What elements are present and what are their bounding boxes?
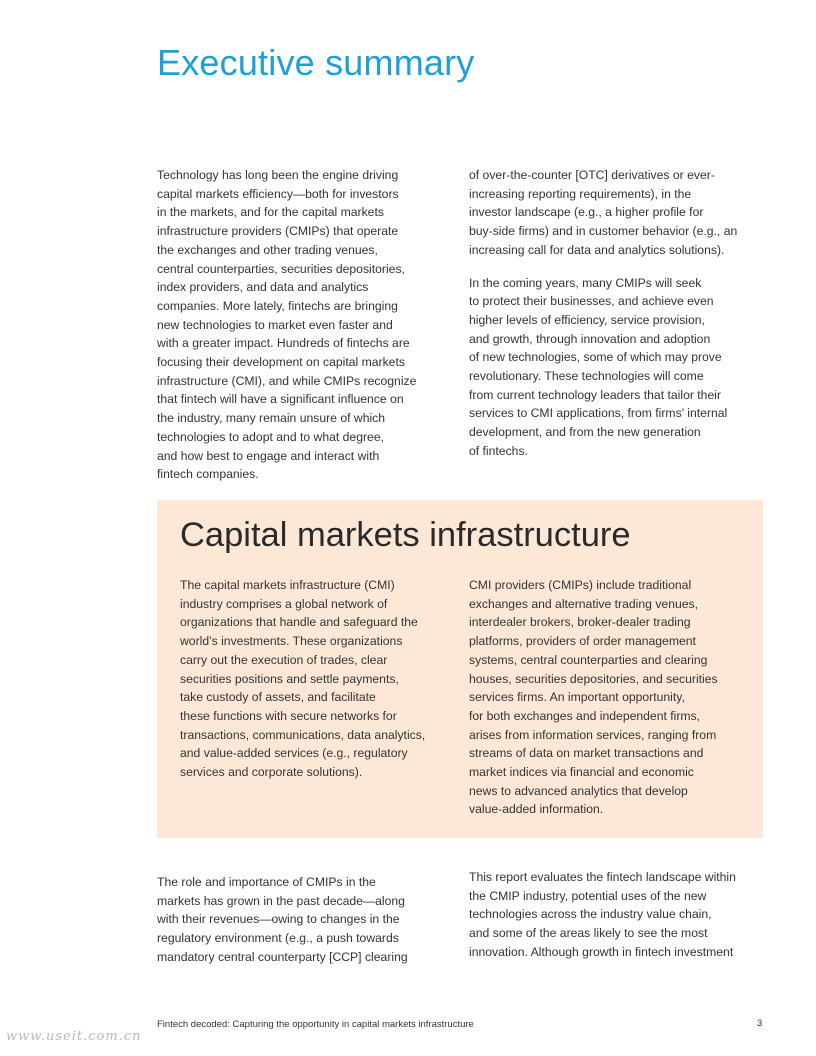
text-line: arises from information services, ranging from — [469, 727, 717, 742]
footer-title: Fintech decoded: Capturing the opportunity in capital markets infrastructure — [157, 1019, 474, 1030]
text-line: technologies across the industry value chain, — [469, 907, 712, 922]
text-line: exchanges and alternative trading venues, — [469, 596, 699, 611]
text-line: development, and from the new generation — [469, 425, 701, 440]
text-line: world’s investments. These organizations — [180, 634, 403, 649]
text-line: of fintechs. — [469, 443, 528, 458]
text-line: increasing call for data and analytics solutions). — [469, 242, 725, 257]
text-line: houses, securities depositories, and securities — [469, 671, 718, 686]
text-line: the industry, many remain unsure of which — [157, 411, 386, 426]
text-line: carry out the execution of trades, clear — [180, 652, 388, 667]
text-line: platforms, providers of order management — [469, 634, 696, 649]
text-line: and growth, through innovation and adoption — [469, 331, 711, 346]
text-line: take custody of assets, and facilitate — [180, 690, 376, 705]
text-line: systems, central counterparties and clearing — [469, 652, 708, 667]
text-line: streams of data on market transactions and — [469, 746, 704, 761]
text-line: organizations that handle and safeguard the — [180, 615, 418, 630]
text-line: focusing their development on capital markets — [157, 355, 405, 370]
text-line: investor landscape (e.g., a higher profile for — [469, 205, 704, 220]
text-line: for both exchanges and independent firms, — [469, 708, 701, 723]
intro-right-column — [469, 166, 769, 461]
text-line: the exchanges and other trading venues, — [157, 242, 378, 257]
text-line: of new technologies, some of which may prove — [469, 350, 722, 365]
text-line: services to CMI applications, from firms’ internal — [469, 406, 728, 421]
text-line: buy-side firms) and in customer behavior (e.g., an — [469, 224, 738, 239]
body-paragraph — [157, 873, 457, 967]
callout-paragraph — [180, 576, 480, 782]
bottom-left-column — [157, 873, 457, 967]
text-line: news to advanced analytics that develop — [469, 783, 688, 798]
text-line: these functions with secure networks for — [180, 708, 397, 723]
page-number: 3 — [757, 1018, 763, 1029]
callout-paragraph — [469, 576, 769, 819]
text-line: interdealer brokers, broker-dealer trading — [469, 615, 691, 630]
text-line: from current technology leaders that tailor their — [469, 387, 721, 402]
text-line: Technology has long been the engine driving — [157, 168, 399, 182]
text-line: services firms. An important opportunity, — [469, 690, 685, 705]
text-line: central counterparties, securities depositories, — [157, 261, 405, 276]
text-line: innovation. Although growth in fintech investment — [469, 944, 734, 959]
text-line: and value-added services (e.g., regulatory — [180, 746, 408, 761]
text-line: services and corporate solutions). — [180, 765, 363, 780]
text-line: This report evaluates the fintech landscape within — [469, 870, 736, 884]
text-line: fintech companies. — [157, 467, 259, 482]
text-line: infrastructure (CMI), and while CMIPs recognize — [157, 373, 417, 388]
text-line: index providers, and data and analytics — [157, 280, 369, 295]
text-line: market indices via financial and economic — [469, 765, 694, 780]
text-line: and some of the areas likely to see the most — [469, 926, 708, 941]
intro-paragraph — [157, 166, 457, 484]
page-title: Executive summary — [157, 42, 475, 83]
text-line: In the coming years, many CMIPs will seek — [469, 275, 702, 290]
text-line: and how best to engage and interact with — [157, 448, 380, 463]
text-line: in the markets, and for the capital markets — [157, 205, 384, 220]
text-line: with their revenues—owing to changes in the — [157, 912, 400, 927]
text-line: the CMIP industry, potential uses of the new — [469, 888, 707, 903]
text-line: revolutionary. These technologies will come — [469, 369, 704, 384]
body-paragraph — [469, 868, 769, 962]
text-line: value-added information. — [469, 802, 604, 817]
text-line: mandatory central counterparty [CCP] clearing — [157, 949, 408, 964]
text-line: transactions, communications, data analytics, — [180, 727, 426, 742]
callout-title: Capital markets infrastructure — [180, 516, 631, 554]
text-line: regulatory environment (e.g., a push towards — [157, 931, 399, 946]
text-line: higher levels of efficiency, service provision, — [469, 312, 705, 327]
text-line: new technologies to market even faster and — [157, 317, 393, 332]
callout-right-column — [469, 576, 769, 819]
text-line: industry comprises a global network of — [180, 596, 388, 611]
text-line: markets has grown in the past decade—along — [157, 893, 405, 908]
text-line: of over-the-counter [OTC] derivatives or ever- — [469, 168, 715, 182]
watermark-text: www.useit.com.cn — [6, 1029, 142, 1044]
text-line: that fintech will have a significant influence on — [157, 392, 404, 407]
intro-paragraph — [469, 166, 769, 260]
text-line: capital markets efficiency—both for investors — [157, 186, 399, 201]
intro-paragraph — [469, 274, 769, 461]
text-line: infrastructure providers (CMIPs) that operate — [157, 224, 399, 239]
text-line: CMI providers (CMIPs) include traditional — [469, 578, 692, 592]
callout-left-column — [180, 576, 480, 782]
text-line: to protect their businesses, and achieve even — [469, 294, 714, 309]
text-line: The capital markets infrastructure (CMI) — [180, 578, 395, 592]
text-line: The role and importance of CMIPs in the — [157, 875, 376, 889]
text-line: increasing reporting requirements), in the — [469, 186, 692, 201]
cmi-callout-box — [157, 500, 763, 838]
text-line: securities positions and settle payments, — [180, 671, 399, 686]
text-line: technologies to adopt and to what degree, — [157, 429, 384, 444]
text-line: with a greater impact. Hundreds of fintechs are — [157, 336, 410, 351]
bottom-right-column — [469, 868, 769, 962]
text-line: companies. More lately, fintechs are bringing — [157, 298, 398, 313]
intro-left-column — [157, 166, 457, 484]
